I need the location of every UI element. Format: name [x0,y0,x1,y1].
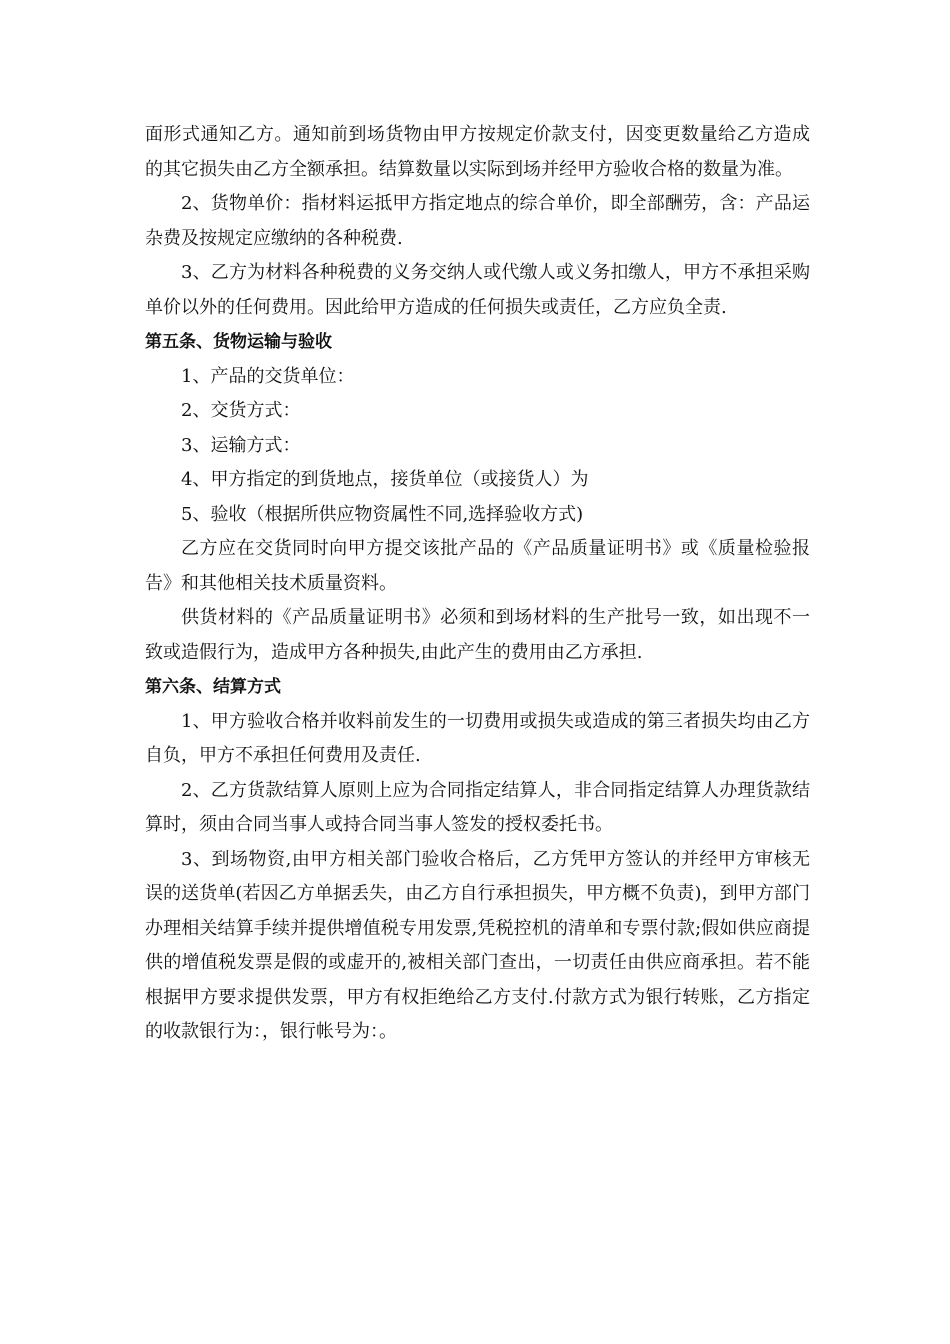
section6-item-3: 3、到场物资,由甲方相关部门验收合格后，乙方凭甲方签认的并经甲方审核无误的送货单(若因乙方单据丢失，由乙方自行承担损失，甲方概不负责)，到甲方部门办理相关结算手续并提供增值税专用发票,凭税控机的清单和专票付款;假如供应商提供的增值税发票是假的或虚开的,被相关部门查出，一切责任由供应商承担。若不能根据甲方要求提供发票，甲方有权拒绝给乙方支付.付款方式为银行转账，乙方指定的收款银行为：，银行帐号为：。 [145,848,810,1042]
clause4-item-2-unit-price: 2、货物单价：指材料运抵甲方指定地点的综合单价，即全部酬劳，含：产品运杂费及按规定应缴纳的各种税费. [145,193,810,249]
section5-item-3: 3、运输方式： [181,434,301,456]
section5-item-5: 5、验收（根据所供应物资属性不同,选择验收方式) [181,503,584,525]
section5-heading: 第五条、货物运输与验收 [145,332,332,352]
section5-item-2: 2、交货方式： [181,400,301,421]
section5-item-1: 1、产品的交货单位： [181,365,355,387]
section5-item-4: 4、甲方指定的到货地点，接货单位（或接货人）为 [181,469,589,490]
section6-heading: 第六条、结算方式 [145,677,281,697]
clause4-item-3-tax-liability: 3、乙方为材料各种税费的义务交纳人或代缴人或义务扣缴人，甲方不承担采购单价以外的任何费用。因此给甲方造成的任何损失或责任，乙方应负全责. [145,262,810,318]
intro-paragraph: 面形式通知乙方。通知前到场货物由甲方按规定价款支付，因变更数量给乙方造成的其它损失由乙方全额承担。结算数量以实际到场并经甲方验收合格的数量为准。 [145,124,810,180]
section6-item-1: 1、甲方验收合格并收料前发生的一切费用或损失或造成的第三者损失均由乙方自负，甲方不承担任何费用及责任. [145,710,810,766]
section5-paragraph-batch-consistency: 供货材料的《产品质量证明书》必须和到场材料的生产批号一致，如出现不一致或造假行为，造成甲方各种损失,由此产生的费用由乙方承担. [145,607,810,663]
section5-paragraph-quality-docs: 乙方应在交货同时向甲方提交该批产品的《产品质量证明书》或《质量检验报告》和其他相关技术质量资料。 [145,538,810,594]
document-body [145,118,810,1050]
section6-item-2: 2、乙方货款结算人原则上应为合同指定结算人，非合同指定结算人办理货款结算时，须由合同当事人或持合同当事人签发的授权委托书。 [145,779,810,835]
